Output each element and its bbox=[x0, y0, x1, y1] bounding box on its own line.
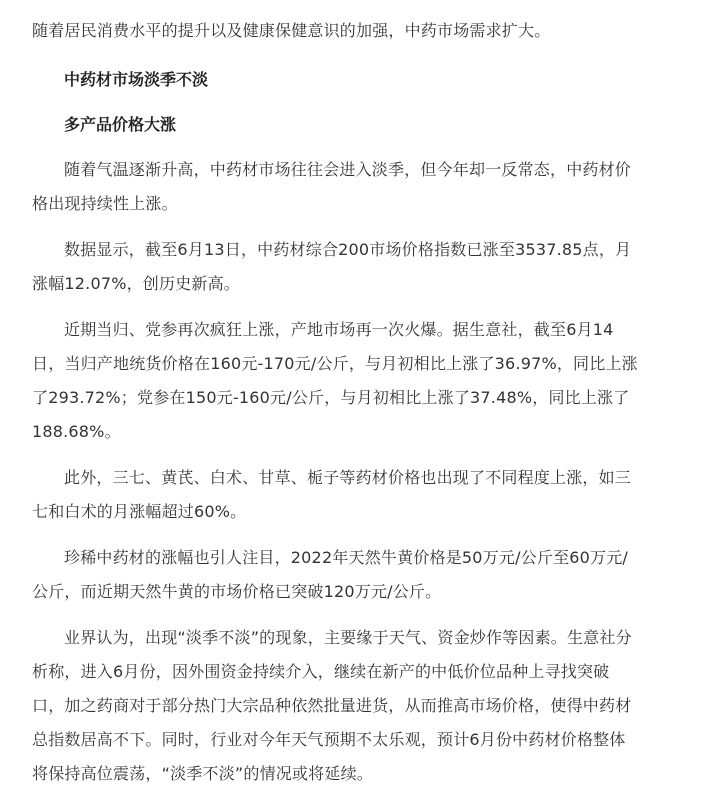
paragraph-danggui-dangshen: 近期当归、党参再次疯狂上涨，产地市场再一次火爆。据生意社，截至6月14日，当归产地统货价格在160元-170元/公斤，与月初相比上涨了36.97%，同比上涨了293.72%；党参在150元-160元/公斤，与月初相比上涨了37.48%，同比上涨了188.68%。 bbox=[32, 320, 638, 441]
article-body bbox=[0, 14, 702, 791]
paragraph-price-index: 数据显示，截至6月13日，中药材综合200市场价格指数已涨至3537.85点，月涨幅12.07%，创历史新高。 bbox=[32, 240, 632, 293]
section-heading-market: 中药材市场淡季不淡 bbox=[64, 70, 209, 89]
paragraph-industry-analysis: 业界认为，出现“淡季不淡”的现象，主要缘于天气、资金炒作等因素。生意社分析称，进入6月份，因外围资金持续介入，继续在新产的中低价位品种上寻找突破口，加之药商对于部分热门大宗品种依然批量进货，从而推高市场价格，使得中药材总指数居高不下。同时，行业对今年天气预期不太乐观，预计6月份中药材价格整体将保持高位震荡，“淡季不淡”的情况或将延续。 bbox=[32, 628, 632, 783]
paragraph-rare-herbs: 珍稀中药材的涨幅也引人注目，2022年天然牛黄价格是50万元/公斤至60万元/公斤，而近期天然牛黄的市场价格已突破120万元/公斤。 bbox=[32, 548, 629, 601]
paragraph-other-herbs: 此外，三七、黄芪、白术、甘草、栀子等药材价格也出现了不同程度上涨，如三七和白术的月涨幅超过60%。 bbox=[32, 468, 632, 521]
paragraph-off-season: 随着气温逐渐升高，中药材市场往往会进入淡季，但今年却一反常态，中药材价格出现持续性上涨。 bbox=[32, 160, 632, 213]
section-heading-prices: 多产品价格大涨 bbox=[64, 115, 177, 134]
lead-paragraph: 随着居民消费水平的提升以及健康保健意识的加强，中药市场需求扩大。 bbox=[32, 21, 551, 40]
